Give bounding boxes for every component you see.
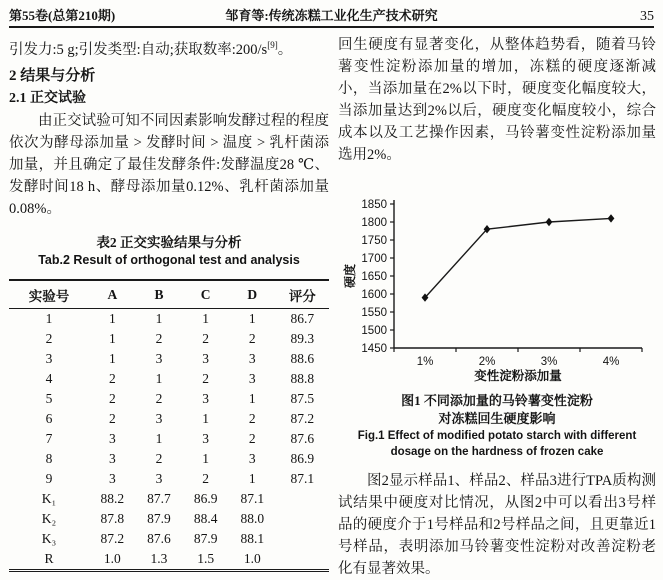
table-cell: 87.1 xyxy=(290,471,315,487)
table-cell: 87.2 xyxy=(290,411,315,427)
table-cell: 3 xyxy=(202,391,210,407)
x-axis-title: 变性淀粉添加量 xyxy=(474,369,562,383)
table-cell: 4 xyxy=(45,371,53,387)
table-cell: 87.1 xyxy=(240,491,265,507)
table-row xyxy=(9,409,329,429)
table-cell: 86.9 xyxy=(290,451,315,467)
table-row xyxy=(9,369,329,389)
table-cell: 2 xyxy=(155,331,163,347)
table-cell: 88.4 xyxy=(193,511,218,527)
table-caption-en: Tab.2 Result of orthogonal test and analysis xyxy=(38,252,300,267)
table-header-cell: D xyxy=(229,280,276,309)
table-cell: 87.9 xyxy=(193,531,218,547)
table-cell: 87.5 xyxy=(290,391,315,407)
table-row xyxy=(9,469,329,489)
table-header-row xyxy=(9,280,329,309)
data-point-marker xyxy=(608,214,615,222)
y-tick-label: 1500 xyxy=(361,325,387,337)
table-cell: 8 xyxy=(45,451,53,467)
table-cell: 86.7 xyxy=(290,311,315,327)
table-cell: R xyxy=(44,551,54,567)
table-cell: 2 xyxy=(45,331,53,347)
table-cell: 88.8 xyxy=(290,371,315,387)
table-row xyxy=(9,308,329,329)
table-row xyxy=(9,429,329,449)
table-cell: 2 xyxy=(108,391,116,407)
table-row xyxy=(9,329,329,349)
table-cell: 1 xyxy=(202,411,210,427)
table-cell: 1 xyxy=(202,311,210,327)
table-cell: 3 xyxy=(155,351,163,367)
table-cell: 7 xyxy=(45,431,53,447)
x-tick-label: 3% xyxy=(540,356,558,368)
data-point-marker xyxy=(546,218,553,226)
table-cell: K₁ xyxy=(41,491,57,507)
table-cell: 1.0 xyxy=(243,551,261,567)
table-cell: 3 xyxy=(155,411,163,427)
table-cell: 5 xyxy=(45,391,53,407)
table-cell: 2 xyxy=(108,371,116,387)
table-cell: 87.8 xyxy=(100,511,125,527)
table-cell: 88.2 xyxy=(100,491,125,507)
y-tick-label: 1850 xyxy=(361,199,387,211)
hardness-paragraph: 回生硬度有显著变化，从整体趋势看，随着马铃薯变性淀粉添加量的增加，冻糕的硬度逐渐减小，当添加量在2%以下时，硬度变化幅度较大，当添加量达到2%以后，硬度变化幅度较小，综合成本以及工艺操作因素，马铃薯变性淀粉添加量选用2%。 xyxy=(338,37,656,163)
table-header-cell: 评分 xyxy=(276,280,329,309)
table-cell: 2 xyxy=(202,371,210,387)
table-cell: 87.2 xyxy=(100,531,125,547)
table-cell: K₃ xyxy=(41,531,57,547)
left-column xyxy=(9,34,329,572)
table-body xyxy=(9,308,329,570)
table-cell: 2 xyxy=(155,391,163,407)
table-header-cell: B xyxy=(136,280,183,309)
y-tick-label: 1700 xyxy=(361,253,387,265)
table-cell: 3 xyxy=(202,351,210,367)
intro-line-end: 。 xyxy=(277,41,293,58)
figure-caption-en-2: dosage on the hardness of frozen cake xyxy=(390,446,604,458)
y-axis-title: 硬度 xyxy=(343,263,357,289)
table-cell: K₂ xyxy=(41,511,57,527)
table-cell xyxy=(276,489,329,509)
table-cell: 1 xyxy=(108,351,116,367)
citation-ref: [9] xyxy=(267,40,278,50)
orthogonal-paragraph: 由正交试验可知不同因素影响发酵过程的程度依次为酵母添加量 > 发酵时间 > 温度 > 乳杆菌添加量，并且确定了最佳发酵条件:发酵温度28 ℃、发酵时间18 h、酵母添加量0.12%、乳杆菌添加量0.08%。 xyxy=(9,112,329,217)
intro-line xyxy=(9,34,329,61)
journal-volume: 第55卷(总第210期) xyxy=(9,8,116,23)
table-cell: 1 xyxy=(155,431,163,447)
page-number: 35 xyxy=(640,9,654,24)
subsection-heading: 2.1 正交试验 xyxy=(9,90,86,106)
table-cell: 88.6 xyxy=(290,351,315,367)
tpa-paragraph: 图2显示样品1、样品2、样品3进行TPA质构测试结果中硬度对比情况，从图2中可以看出3号样品的硬度介于1号样品和2号样品之间，且更靠近1号样品，表明添加马铃薯变性淀粉对改善淀粉老化有显著效果。 xyxy=(338,473,656,577)
table-cell: 2 xyxy=(248,331,256,347)
table-cell: 3 xyxy=(248,351,256,367)
table-cell: 1 xyxy=(45,311,53,327)
x-tick-label: 4% xyxy=(602,356,620,368)
table-row xyxy=(9,449,329,469)
y-tick-label: 1750 xyxy=(361,235,387,247)
y-tick-label: 1650 xyxy=(361,271,387,283)
table-cell: 2 xyxy=(248,411,256,427)
table-cell: 3 xyxy=(108,451,116,467)
figure-caption-zh-1: 图1 不同添加量的马铃薯变性淀粉 xyxy=(401,393,593,408)
table-cell: 1 xyxy=(202,451,210,467)
table-row xyxy=(9,509,329,529)
table-cell: 3 xyxy=(108,431,116,447)
table-cell: 2 xyxy=(155,451,163,467)
table-cell: 2 xyxy=(202,471,210,487)
table-header-cell: A xyxy=(89,280,136,309)
table-cell: 87.6 xyxy=(147,531,171,547)
figure-captions xyxy=(338,392,656,460)
section-heading: 2 结果与分析 xyxy=(9,67,96,84)
table-row xyxy=(9,389,329,409)
table-cell: 6 xyxy=(45,411,53,427)
table-row xyxy=(9,529,329,549)
table-cell: 87.6 xyxy=(290,431,315,447)
table-cell xyxy=(276,509,329,529)
table-cell: 2 xyxy=(248,431,256,447)
table-cell: 3 xyxy=(45,351,53,367)
table-row xyxy=(9,349,329,369)
table-head xyxy=(9,280,329,309)
table-cell: 1 xyxy=(108,331,116,347)
table-caption-zh: 表2 正交实验结果与分析 xyxy=(96,234,242,250)
table-cell: 1 xyxy=(108,311,116,327)
table-cell: 87.9 xyxy=(147,511,171,527)
y-tick-label: 1450 xyxy=(361,343,387,355)
table-cell: 89.3 xyxy=(290,331,315,347)
table-cell: 9 xyxy=(45,471,53,487)
x-tick-label: 1% xyxy=(416,356,434,368)
y-tick-label: 1550 xyxy=(361,307,387,319)
table-cell: 3 xyxy=(202,431,210,447)
table-cell: 87.7 xyxy=(147,491,171,507)
figure-caption-zh-2: 对冻糕回生硬度影响 xyxy=(438,411,556,426)
table-header-cell: C xyxy=(182,280,229,309)
right-column xyxy=(338,34,656,580)
table-cell: 1 xyxy=(248,471,256,487)
page-header xyxy=(9,5,654,25)
table-cell: 88.1 xyxy=(240,531,265,547)
chart-axes xyxy=(342,199,642,383)
table-cell: 1.0 xyxy=(103,551,121,567)
table-cell: 1 xyxy=(155,311,163,327)
table-cell: 3 xyxy=(248,371,256,387)
table-row xyxy=(9,549,329,571)
intro-line-text: 引发力:5 g;引发类型:自动;获取数率:200/s xyxy=(9,41,268,58)
y-tick-label: 1600 xyxy=(361,289,387,301)
table-cell xyxy=(276,529,329,549)
table-row xyxy=(9,489,329,509)
table-cell: 88.0 xyxy=(240,511,265,527)
table-cell: 1 xyxy=(248,391,256,407)
table-cell: 3 xyxy=(155,471,163,487)
table-cell: 1 xyxy=(155,371,163,387)
figure-caption-en-1: Fig.1 Effect of modified potato starch with different xyxy=(357,430,637,442)
table-cell: 86.9 xyxy=(193,491,218,507)
table-cell: 1.5 xyxy=(197,551,215,567)
header-rule xyxy=(9,26,654,28)
table-cell xyxy=(276,549,329,571)
figure-1 xyxy=(340,192,656,384)
table-cell: 3 xyxy=(108,471,116,487)
table-cell: 2 xyxy=(108,411,116,427)
y-tick-label: 1800 xyxy=(361,217,387,229)
hardness-chart xyxy=(340,192,654,384)
table-cell: 2 xyxy=(202,331,210,347)
x-tick-label: 2% xyxy=(478,356,496,368)
table-cell: 1 xyxy=(248,311,256,327)
orthogonal-table xyxy=(9,279,329,572)
table-cell: 1.3 xyxy=(150,551,168,567)
chart-series xyxy=(422,214,615,302)
table-cell: 3 xyxy=(248,451,256,467)
table-header-cell: 实验号 xyxy=(9,280,89,309)
running-title: 邹育等:传统冻糕工业化生产技术研究 xyxy=(225,8,438,23)
